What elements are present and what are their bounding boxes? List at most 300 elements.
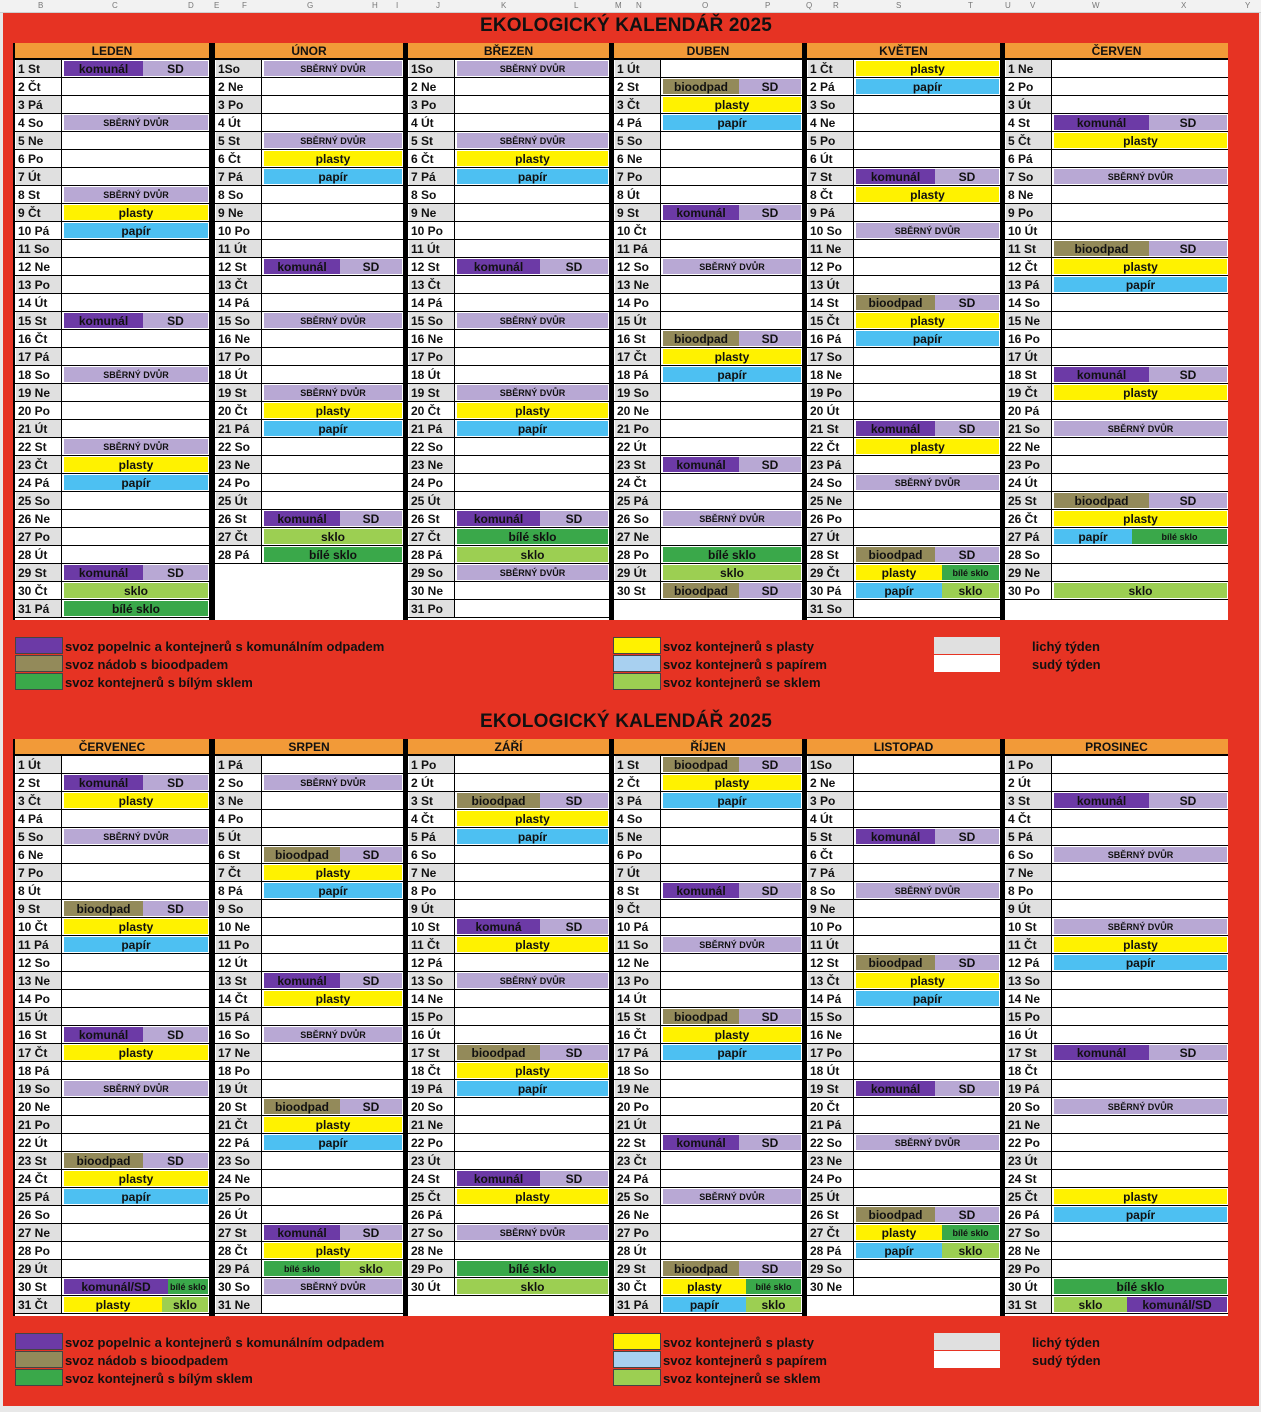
bioodpad-tag: bioodpad [457, 1045, 540, 1060]
legend [3, 1333, 1259, 1393]
day-label: 2 Čt [615, 774, 661, 791]
day-row [215, 546, 403, 564]
day-row [614, 1206, 802, 1224]
day-label: 28 Ne [409, 1242, 455, 1259]
day-label: 29 Po [1006, 1260, 1052, 1277]
legend-text: lichý týden [1032, 639, 1100, 654]
day-label: 21 St [808, 420, 854, 437]
day-row [408, 954, 609, 972]
sberny-dvur-tag: SBĚRNÝ DVŮR [1054, 847, 1227, 862]
komunal-tag: komunál [1054, 793, 1149, 808]
day-row [1005, 78, 1228, 96]
day-row [15, 774, 209, 792]
day-row [1005, 384, 1228, 402]
day-row [1005, 258, 1228, 276]
day-label: 12 St [808, 954, 854, 971]
day-row [1005, 564, 1228, 582]
day-row [614, 1098, 802, 1116]
day-label: 27 Čt [216, 528, 262, 545]
day-label: 11 Út [808, 936, 854, 953]
day-label: 13 Ne [16, 972, 62, 989]
column-letter: S [896, 1, 902, 10]
calendar-sheet [3, 13, 1259, 1406]
day-label: 18 Čt [1006, 1062, 1052, 1079]
day-row [408, 900, 609, 918]
day-label: 2 Pá [808, 78, 854, 95]
sberny-dvur-tag: SBĚRNÝ DVŮR [457, 1225, 608, 1240]
day-label: 6 Pá [1006, 150, 1052, 167]
day-label: 26 Pá [1006, 1206, 1052, 1223]
sberny-dvur-tag: SBĚRNÝ DVŮR [264, 133, 402, 148]
day-label: 13 Pá [1006, 276, 1052, 293]
day-row [614, 474, 802, 492]
day-row [614, 918, 802, 936]
day-label: 13 Čt [409, 276, 455, 293]
day-label: 9 Čt [615, 900, 661, 917]
bioodpad-tag: bioodpad [856, 1207, 935, 1222]
day-label: 7 Čt [216, 864, 262, 881]
day-row [408, 60, 609, 78]
day-row [15, 384, 209, 402]
day-row [614, 60, 802, 78]
day-label: 9 Út [1006, 900, 1052, 917]
legend-text: svoz popelnic a kontejnerů s komunálním odpadem [65, 1335, 385, 1350]
day-row [215, 1296, 403, 1314]
komunal-tag: komunál [264, 973, 340, 988]
day-label: 30 Út [1006, 1278, 1052, 1295]
day-row [215, 240, 403, 258]
day-label: 19 St [409, 384, 455, 401]
day-label: 9 St [615, 204, 661, 221]
day-label: 5 Út [216, 828, 262, 845]
plasty-tag: plasty [663, 349, 801, 364]
papir-tag: papír [64, 475, 208, 490]
month-column [1005, 43, 1228, 620]
day-row [1005, 1080, 1228, 1098]
day-label: 2 So [216, 774, 262, 791]
day-row [614, 132, 802, 150]
day-row [215, 990, 403, 1008]
day-label: 26 Po [808, 510, 854, 527]
day-label: 22 Po [1006, 1134, 1052, 1151]
day-row [614, 864, 802, 882]
day-label: 1 Ne [1006, 60, 1052, 77]
day-label: 23 Pá [808, 456, 854, 473]
day-row [1005, 1152, 1228, 1170]
day-row [215, 168, 403, 186]
sberny-dvur-tag: SBĚRNÝ DVŮR [264, 385, 402, 400]
day-label: 5 Ne [615, 828, 661, 845]
day-label: 14 Ne [409, 990, 455, 1007]
plasty-tag: plasty [64, 1045, 208, 1060]
plasty-tag: plasty [264, 865, 402, 880]
day-label: 29 St [615, 1260, 661, 1277]
day-row [614, 882, 802, 900]
komunal-sd-tag: komunál/SD [1127, 1297, 1227, 1312]
day-label: 26 Pá [409, 1206, 455, 1223]
komunal-tag: komunál [64, 1027, 143, 1042]
day-label: 24 Po [216, 474, 262, 491]
day-label: 27 St [216, 1224, 262, 1241]
papir-tag: papír [264, 1135, 402, 1150]
month-header: LEDEN [15, 43, 209, 60]
day-row [215, 186, 403, 204]
sberny-dvur-tag: SBĚRNÝ DVŮR [856, 1135, 999, 1150]
day-label: 8 Pá [216, 882, 262, 899]
day-row [614, 954, 802, 972]
papir-tag: papír [64, 223, 208, 238]
komunal-tag: komunál [663, 1135, 739, 1150]
komunal-tag: komunál [64, 313, 143, 328]
day-row [614, 1278, 802, 1296]
day-row [15, 420, 209, 438]
day-label: 8 St [16, 186, 62, 203]
day-row [1005, 1242, 1228, 1260]
day-row [15, 1134, 209, 1152]
day-label: 22 Po [409, 1134, 455, 1151]
day-row [15, 582, 209, 600]
day-row [807, 492, 1000, 510]
bile-sklo-tag: bílé sklo [746, 1279, 801, 1294]
legend-text: svoz nádob s bioodpadem [65, 657, 229, 672]
papir-tag: papír [856, 79, 999, 94]
day-label: 28 Po [615, 546, 661, 563]
day-row [408, 810, 609, 828]
day-row [215, 792, 403, 810]
day-row [408, 312, 609, 330]
day-label: 23 Út [1006, 1152, 1052, 1169]
day-row [15, 1062, 209, 1080]
day-row [807, 546, 1000, 564]
day-row [408, 456, 609, 474]
day-row [15, 258, 209, 276]
day-row [215, 294, 403, 312]
day-row [215, 78, 403, 96]
plasty-tag: plasty [663, 1027, 801, 1042]
day-label: 19 Ne [615, 1080, 661, 1097]
day-label: 4 Čt [409, 810, 455, 827]
day-label: 6 Po [16, 150, 62, 167]
day-row [1005, 294, 1228, 312]
sd-tag: SD [1149, 115, 1227, 130]
day-label: 21 So [1006, 420, 1052, 437]
day-label: 4 So [16, 114, 62, 131]
day-row [1005, 1296, 1228, 1314]
komunal-tag: komunál [1054, 115, 1149, 130]
day-row [807, 1062, 1000, 1080]
day-row [408, 1044, 609, 1062]
day-label: 10 So [808, 222, 854, 239]
papir-tag: papír [457, 421, 608, 436]
day-row [614, 114, 802, 132]
day-label: 10 Út [1006, 222, 1052, 239]
day-row [15, 168, 209, 186]
papir-tag: papír [1054, 277, 1227, 292]
day-label: 29 Út [16, 1260, 62, 1277]
day-row [215, 384, 403, 402]
sberny-dvur-tag: SBĚRNÝ DVŮR [457, 61, 608, 76]
day-label: 10 St [409, 918, 455, 935]
day-label: 2 St [615, 78, 661, 95]
column-letter: O [702, 1, 709, 10]
sd-tag: SD [143, 901, 208, 916]
day-label: 30 Pá [808, 582, 854, 599]
sd-tag: SD [1149, 367, 1227, 382]
sd-tag: SD [935, 1081, 999, 1096]
day-row [807, 330, 1000, 348]
komunal-tag: komunál [663, 457, 739, 472]
day-label: 31 Po [409, 600, 455, 617]
day-row [215, 828, 403, 846]
day-label: 7 Út [16, 168, 62, 185]
day-label: 25 Čt [409, 1188, 455, 1205]
day-label: 4 Út [808, 810, 854, 827]
day-row [215, 528, 403, 546]
day-label: 21 Čt [216, 1116, 262, 1133]
column-letter: I [396, 1, 399, 10]
day-label: 21 Ne [409, 1116, 455, 1133]
day-row [408, 1224, 609, 1242]
day-row [408, 600, 609, 618]
sd-tag: SD [739, 1009, 801, 1024]
day-label: 16 Út [409, 1026, 455, 1043]
day-label: 26 So [16, 1206, 62, 1223]
day-label: 12 Pá [409, 954, 455, 971]
day-row [807, 792, 1000, 810]
sd-tag: SD [1149, 1045, 1227, 1060]
day-label: 14 Pá [409, 294, 455, 311]
day-row [215, 204, 403, 222]
sklo-tag: sklo [457, 1279, 608, 1294]
day-label: 14 Po [16, 990, 62, 1007]
day-row [15, 114, 209, 132]
day-row [408, 258, 609, 276]
sklo-tag: sklo [663, 565, 801, 580]
day-row [1005, 792, 1228, 810]
sklo-tag: sklo [64, 583, 208, 598]
day-label: 12 Ne [16, 258, 62, 275]
legend-swatch [934, 637, 1000, 654]
day-label: 23 St [615, 456, 661, 473]
day-row [408, 990, 609, 1008]
day-row [1005, 882, 1228, 900]
day-label: 3 Út [1006, 96, 1052, 113]
day-row [408, 1170, 609, 1188]
day-label: 30 St [16, 1278, 62, 1295]
day-label: 7 So [1006, 168, 1052, 185]
day-row [1005, 828, 1228, 846]
plasty-tag: plasty [264, 1243, 402, 1258]
day-row [408, 1008, 609, 1026]
day-label: 16 Čt [16, 330, 62, 347]
day-row [807, 1080, 1000, 1098]
sd-tag: SD [935, 547, 999, 562]
day-row [408, 864, 609, 882]
day-row [614, 1134, 802, 1152]
day-label: 31 St [1006, 1296, 1052, 1313]
day-row [408, 1026, 609, 1044]
day-label: 2 Ne [808, 774, 854, 791]
day-label: 1 Út [615, 60, 661, 77]
day-label: 18 Po [216, 1062, 262, 1079]
day-row [807, 1044, 1000, 1062]
day-row [1005, 204, 1228, 222]
plasty-tag: plasty [856, 439, 999, 454]
day-row [614, 1026, 802, 1044]
day-label: 5 St [216, 132, 262, 149]
plasty-tag: plasty [264, 403, 402, 418]
day-label: 27 So [1006, 1224, 1052, 1241]
day-row [614, 774, 802, 792]
plasty-tag: plasty [457, 403, 608, 418]
day-label: 19 St [216, 384, 262, 401]
day-row [215, 936, 403, 954]
plasty-tag: plasty [457, 1063, 608, 1078]
day-row [614, 1008, 802, 1026]
day-row [15, 186, 209, 204]
day-row [614, 1116, 802, 1134]
day-label: 4 Út [216, 114, 262, 131]
day-label: 1 St [615, 756, 661, 773]
day-label: 1 Út [16, 756, 62, 773]
day-row [215, 492, 403, 510]
day-label: 22 St [16, 438, 62, 455]
papir-tag: papír [64, 937, 208, 952]
sd-tag: SD [143, 1153, 208, 1168]
sd-tag: SD [1149, 793, 1227, 808]
day-label: 29 So [808, 1260, 854, 1277]
day-label: 1 Pá [216, 756, 262, 773]
legend-swatch [613, 1333, 661, 1350]
sklo-tag: sklo [457, 547, 608, 562]
day-row [614, 330, 802, 348]
sklo-tag: sklo [942, 583, 999, 598]
papir-tag: papír [663, 793, 801, 808]
day-label: 18 Pá [16, 1062, 62, 1079]
day-row [807, 294, 1000, 312]
day-label: 14 Ne [1006, 990, 1052, 1007]
day-row [215, 900, 403, 918]
day-label: 4 Ne [808, 114, 854, 131]
day-row [15, 474, 209, 492]
day-row [215, 402, 403, 420]
day-row [807, 222, 1000, 240]
day-label: 7 Pá [808, 864, 854, 881]
day-label: 23 So [216, 1152, 262, 1169]
papir-tag: papír [1054, 529, 1132, 544]
komunal-tag: komunál [64, 565, 143, 580]
sd-tag: SD [935, 169, 999, 184]
bile-sklo-tag: bílé sklo [942, 565, 999, 580]
day-row [15, 864, 209, 882]
day-label: 26 Čt [1006, 510, 1052, 527]
day-row [1005, 900, 1228, 918]
day-row [1005, 936, 1228, 954]
day-row [1005, 420, 1228, 438]
day-label: 13 Ne [615, 276, 661, 293]
papir-tag: papír [264, 883, 402, 898]
day-row [1005, 972, 1228, 990]
day-row [408, 528, 609, 546]
day-row [15, 1116, 209, 1134]
day-row [408, 420, 609, 438]
day-row [614, 96, 802, 114]
bile-sklo-tag: bílé sklo [1054, 1279, 1227, 1294]
day-label: 20 Čt [808, 1098, 854, 1115]
day-row [1005, 474, 1228, 492]
day-label: 24 Čt [615, 474, 661, 491]
plasty-tag: plasty [856, 973, 999, 988]
day-row [408, 186, 609, 204]
legend-text: lichý týden [1032, 1335, 1100, 1350]
day-label: 21 Ne [1006, 1116, 1052, 1133]
day-row [15, 222, 209, 240]
plasty-tag: plasty [1054, 385, 1227, 400]
day-row [807, 582, 1000, 600]
day-label: 8 Ne [1006, 186, 1052, 203]
day-row [614, 1224, 802, 1242]
day-label: 2 Čt [16, 78, 62, 95]
day-label: 21 Po [615, 420, 661, 437]
day-label: 11 Čt [409, 936, 455, 953]
month-column [215, 43, 403, 620]
day-label: 6 Čt [409, 150, 455, 167]
bioodpad-tag: bioodpad [457, 793, 540, 808]
column-letter: T [968, 1, 973, 10]
legend-text: svoz kontejnerů s plasty [663, 1335, 814, 1350]
bile-sklo-tag: bílé sklo [1132, 529, 1227, 544]
day-label: 3 Ne [216, 792, 262, 809]
day-label: 17 St [409, 1044, 455, 1061]
day-label: 14 Út [615, 990, 661, 1007]
day-row [614, 366, 802, 384]
day-row [215, 330, 403, 348]
day-row [614, 846, 802, 864]
day-label: 11 Ne [808, 240, 854, 257]
day-label: 15 St [16, 312, 62, 329]
day-row [408, 438, 609, 456]
day-label: 31 Čt [16, 1296, 62, 1313]
day-row [215, 918, 403, 936]
day-label: 24 Po [409, 474, 455, 491]
day-row [215, 258, 403, 276]
plasty-tag: plasty [1054, 259, 1227, 274]
day-label: 16 St [16, 1026, 62, 1043]
day-row [408, 150, 609, 168]
day-label: 27 Ne [16, 1224, 62, 1241]
bioodpad-tag: bioodpad [264, 1099, 340, 1114]
day-label: 2 Ne [409, 78, 455, 95]
day-label: 19 St [808, 1080, 854, 1097]
day-label: 6 So [1006, 846, 1052, 863]
plasty-tag: plasty [457, 937, 608, 952]
legend-text: sudý týden [1032, 657, 1101, 672]
day-label: 22 Út [615, 438, 661, 455]
day-label: 12 Pá [1006, 954, 1052, 971]
month-header: ZÁŘÍ [408, 739, 609, 756]
day-row [15, 882, 209, 900]
sd-tag: SD [935, 295, 999, 310]
day-row [15, 348, 209, 366]
bile-sklo-tag: bílé sklo [264, 547, 402, 562]
day-row [15, 1152, 209, 1170]
day-label: 14 Čt [216, 990, 262, 1007]
day-row [1005, 810, 1228, 828]
day-row [215, 96, 403, 114]
komunal-tag: komunál [663, 883, 739, 898]
day-row [15, 492, 209, 510]
plasty-tag: plasty [264, 1117, 402, 1132]
